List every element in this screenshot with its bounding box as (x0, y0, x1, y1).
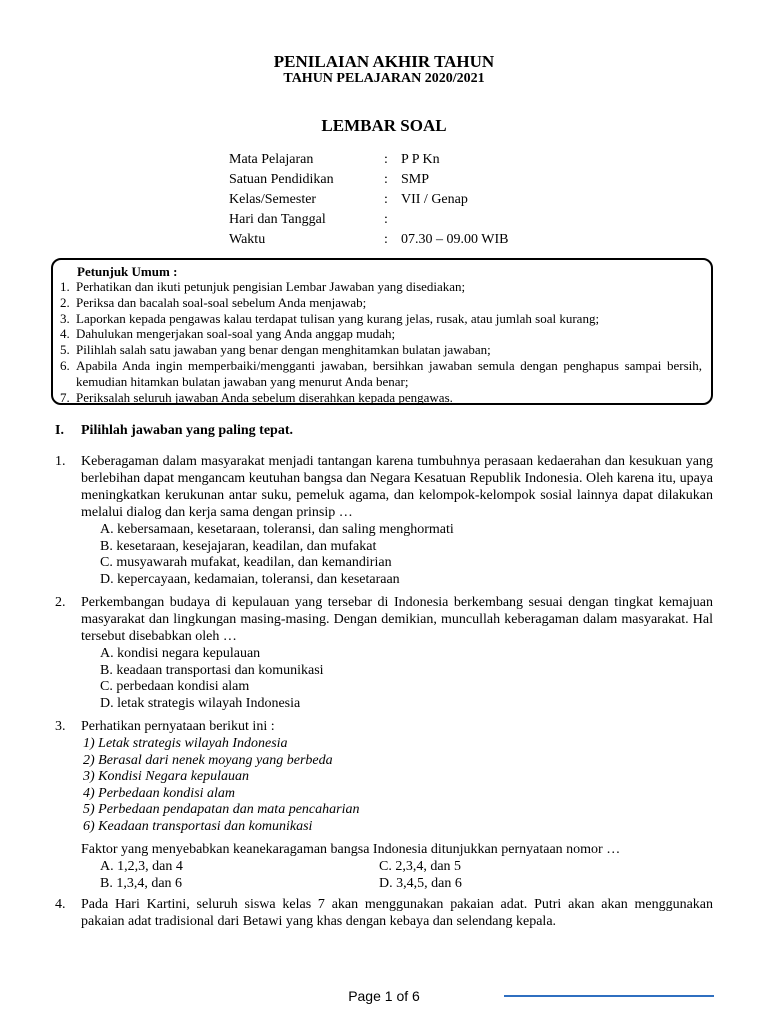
footer-rule (504, 995, 714, 997)
option-a: A. kondisi negara kepulauan (100, 646, 261, 661)
info-row-time: Waktu : 07.30 – 09.00 WIB (229, 230, 508, 250)
question-prompt: Faktor yang menyebabkan keanekaragaman bangsa Indonesia ditunjukkan pernyataan nomor … (81, 841, 621, 857)
answer-options (100, 645, 713, 711)
instruction-item: 4. Dahulukan mengerjakan soal-soal yang Anda anggap mudah; (60, 326, 396, 342)
info-row-class: Kelas/Semester : VII / Genap (229, 190, 508, 210)
statement-item: 6) Keadaan transportasi dan komunikasi (83, 818, 313, 834)
section-heading: I. Pilihlah jawaban yang paling tepat. (55, 423, 293, 438)
answer-options (100, 858, 713, 892)
info-label: Kelas/Semester (229, 192, 317, 207)
instructions-box (51, 258, 713, 405)
info-row-date: Hari dan Tanggal : (229, 210, 508, 230)
option-b: B. 1,3,4, dan 6 (100, 875, 183, 891)
section-title: Pilihlah jawaban yang paling tepat. (81, 423, 293, 438)
instruction-item: 1. Perhatikan dan ikuti petunjuk pengisian Lembar Jawaban yang disediakan; (60, 279, 466, 294)
instruction-item: 2. Periksa dan bacalah soal-soal sebelum Anda menjawab; (60, 294, 367, 310)
info-label: Mata Pelajaran (229, 152, 314, 167)
question-number: 3. (55, 719, 66, 734)
statement-item: 2) Berasal dari nenek moyang yang berbeda (83, 752, 333, 768)
info-label: Hari dan Tanggal (229, 212, 326, 227)
question-text: Perkembangan budaya di kepulauan yang tersebar di Indonesia berkembang sesuai dengan tingkat kemajuan masyarakat dan lingkungan masing-masing. Dengan demikian, muncullah keberagaman dalam masyarakat. Hal tersebut disebabkan oleh … (81, 595, 713, 644)
question-2 (55, 594, 713, 711)
page-indicator: Page 1 of 6 (348, 988, 420, 1004)
statement-item: 5) Perbedaan pendapatan dan mata pencaharian (83, 802, 360, 818)
question-4 (55, 896, 713, 930)
exam-info (229, 150, 508, 250)
info-value: SMP (401, 172, 430, 187)
question-text: Pada Hari Kartini, seluruh siswa kelas 7 akan menggunakan pakaian adat. Putri akan akan menggunakan pakaian adat tradisional dari Betawi yang khas dengan kebaya dan selendang kepala. (81, 897, 713, 929)
option-d: D. letak strategis wilayah Indonesia (100, 695, 301, 711)
instruction-item: 5. Pilihlah salah satu jawaban yang benar dengan menghitamkan bulatan jawaban; (60, 342, 491, 358)
info-value: VII / Genap (401, 192, 468, 207)
exam-title: PENILAIAN AKHIR TAHUN (273, 52, 495, 71)
info-label: Waktu (229, 232, 266, 247)
option-c: C. perbedaan kondisi alam (100, 679, 250, 695)
option-c: C. musyawarah mufakat, keadilan, dan kemandirian (100, 555, 392, 571)
question-number: 2. (55, 595, 66, 610)
instruction-item: 6. Apabila Anda ingin memperbaiki/mengganti jawaban, bersihkan jawaban semula dengan penghapus sampai bersih, kemudian hitamkan bulatan jawaban yang menurut Anda benar; (60, 357, 702, 389)
instructions-list (60, 279, 702, 405)
statement-item: 3) Kondisi Negara kepulauan (83, 769, 250, 785)
option-a: A. kebersamaan, kesetaraan, toleransi, dan saling menghormati (100, 522, 454, 537)
info-row-school: Satuan Pendidikan : SMP (229, 170, 508, 190)
question-number: 1. (55, 454, 66, 469)
option-b: B. kesetaraan, kesejajaran, keadilan, dan mufakat (100, 538, 377, 554)
info-value: P P Kn (401, 152, 440, 167)
question-text: Perhatikan pernyataan berikut ini : (81, 719, 275, 734)
option-b: B. keadaan transportasi dan komunikasi (100, 662, 324, 678)
question-3 (55, 718, 713, 892)
statement-item: 4) Perbedaan kondisi alam (83, 785, 236, 801)
instruction-item: 3. Laporkan kepada pengawas kalau terdapat tulisan yang kurang jelas, rusak, atau jumlah soal kurang; (60, 310, 600, 326)
question-number: 4. (55, 897, 66, 912)
academic-year: TAHUN PELAJARAN 2020/2021 (283, 71, 485, 86)
question-1 (55, 453, 713, 587)
instruction-item: 7. Periksalah seluruh jawaban Anda sebelum diserahkan kepada pengawas. (60, 389, 453, 405)
option-c: C. 2,3,4, dan 5 (379, 858, 462, 874)
info-value: 07.30 – 09.00 WIB (401, 232, 509, 247)
answer-options (100, 521, 713, 587)
option-d: D. 3,4,5, dan 6 (379, 875, 462, 891)
sheet-title: LEMBAR SOAL (321, 116, 447, 135)
statement-list (83, 735, 713, 835)
instructions-heading: Petunjuk Umum : (77, 264, 178, 279)
statement-item: 1) Letak strategis wilayah Indonesia (83, 736, 288, 751)
info-row-subject: Mata Pelajaran : P P Kn (229, 150, 508, 170)
info-label: Satuan Pendidikan (229, 172, 334, 187)
option-a: A. 1,2,3, dan 4 (100, 858, 183, 874)
option-d: D. kepercayaan, kedamaian, toleransi, dan kesetaraan (100, 571, 400, 587)
question-text: Keberagaman dalam masyarakat menjadi tantangan karena tumbuhnya perasaan kedaerahan dan kesukuan yang berlebihan dapat mengancam keutuhan bangsa dan Negara Kesatuan Republik Indonesia. Oleh karena itu, upaya meningkatkan kerukunan antar suku, pemeluk agama, dan kelompok-kelompok sosial lainnya dapat dilakukan melalui dialog dan kerja sama dengan prinsip … (81, 454, 713, 520)
